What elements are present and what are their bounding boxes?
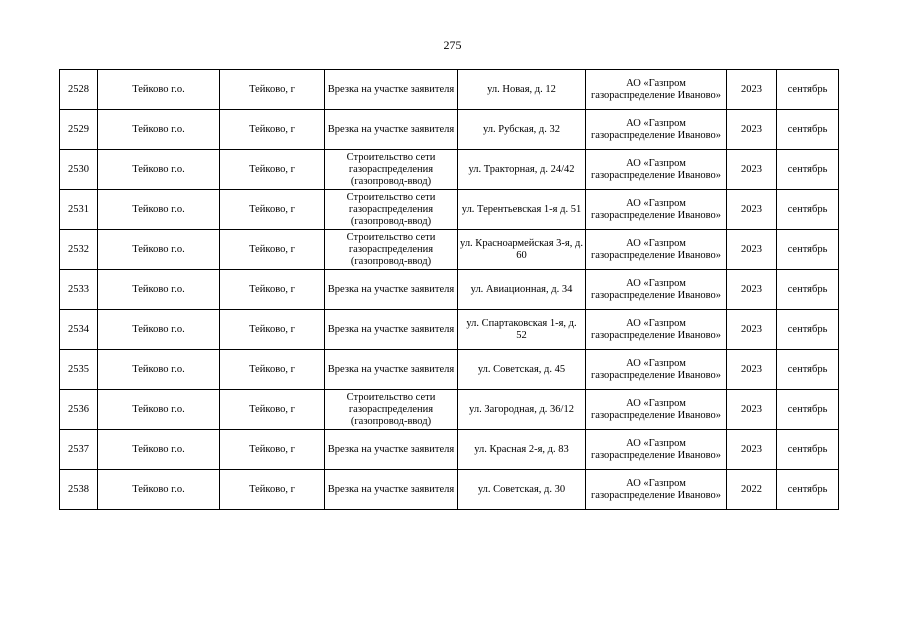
organization-cell: АО «Газпром газораспределение Иваново» bbox=[586, 350, 727, 390]
row-number-cell: 2535 bbox=[60, 350, 98, 390]
year-cell: 2023 bbox=[727, 110, 777, 150]
row-number-cell: 2531 bbox=[60, 190, 98, 230]
municipality-cell: Тейково г.о. bbox=[98, 390, 220, 430]
organization-cell: АО «Газпром газораспределение Иваново» bbox=[586, 70, 727, 110]
organization-cell: АО «Газпром газораспределение Иваново» bbox=[586, 270, 727, 310]
row-number-cell: 2534 bbox=[60, 310, 98, 350]
table-row bbox=[60, 430, 839, 470]
year-cell: 2023 bbox=[727, 430, 777, 470]
year-cell: 2023 bbox=[727, 270, 777, 310]
locality-cell: Тейково, г bbox=[220, 190, 325, 230]
work-type-cell: Строительство сети газораспределения (газопровод-ввод) bbox=[325, 150, 458, 190]
row-number-cell: 2532 bbox=[60, 230, 98, 270]
address-cell: ул. Терентьевская 1-я д. 51 bbox=[458, 190, 586, 230]
work-type-cell: Врезка на участке заявителя bbox=[325, 70, 458, 110]
municipality-cell: Тейково г.о. bbox=[98, 70, 220, 110]
work-type-cell: Врезка на участке заявителя bbox=[325, 110, 458, 150]
year-cell: 2022 bbox=[727, 470, 777, 510]
organization-cell: АО «Газпром газораспределение Иваново» bbox=[586, 190, 727, 230]
row-number-cell: 2538 bbox=[60, 470, 98, 510]
organization-cell: АО «Газпром газораспределение Иваново» bbox=[586, 430, 727, 470]
work-type-cell: Врезка на участке заявителя bbox=[325, 350, 458, 390]
address-cell: ул. Загородная, д. 36/12 bbox=[458, 390, 586, 430]
address-cell: ул. Авиационная, д. 34 bbox=[458, 270, 586, 310]
year-cell: 2023 bbox=[727, 350, 777, 390]
locality-cell: Тейково, г bbox=[220, 110, 325, 150]
address-cell: ул. Спартаковская 1-я, д. 52 bbox=[458, 310, 586, 350]
table-row bbox=[60, 470, 839, 510]
year-cell: 2023 bbox=[727, 390, 777, 430]
locality-cell: Тейково, г bbox=[220, 230, 325, 270]
address-cell: ул. Советская, д. 30 bbox=[458, 470, 586, 510]
month-cell: сентябрь bbox=[777, 190, 839, 230]
organization-cell: АО «Газпром газораспределение Иваново» bbox=[586, 230, 727, 270]
municipality-cell: Тейково г.о. bbox=[98, 470, 220, 510]
month-cell: сентябрь bbox=[777, 150, 839, 190]
locality-cell: Тейково, г bbox=[220, 430, 325, 470]
page-number: 275 bbox=[443, 38, 462, 52]
year-cell: 2023 bbox=[727, 310, 777, 350]
year-cell: 2023 bbox=[727, 150, 777, 190]
work-type-cell: Врезка на участке заявителя bbox=[325, 270, 458, 310]
work-type-cell: Строительство сети газораспределения (газопровод-ввод) bbox=[325, 390, 458, 430]
work-type-cell: Строительство сети газораспределения (газопровод-ввод) bbox=[325, 190, 458, 230]
address-cell: ул. Советская, д. 45 bbox=[458, 350, 586, 390]
month-cell: сентябрь bbox=[777, 70, 839, 110]
month-cell: сентябрь bbox=[777, 310, 839, 350]
year-cell: 2023 bbox=[727, 230, 777, 270]
locality-cell: Тейково, г bbox=[220, 70, 325, 110]
month-cell: сентябрь bbox=[777, 230, 839, 270]
municipality-cell: Тейково г.о. bbox=[98, 270, 220, 310]
organization-cell: АО «Газпром газораспределение Иваново» bbox=[586, 110, 727, 150]
municipality-cell: Тейково г.о. bbox=[98, 230, 220, 270]
organization-cell: АО «Газпром газораспределение Иваново» bbox=[586, 390, 727, 430]
year-cell: 2023 bbox=[727, 70, 777, 110]
row-number-cell: 2533 bbox=[60, 270, 98, 310]
table-row bbox=[60, 230, 839, 270]
locality-cell: Тейково, г bbox=[220, 310, 325, 350]
address-cell: ул. Тракторная, д. 24/42 bbox=[458, 150, 586, 190]
locality-cell: Тейково, г bbox=[220, 150, 325, 190]
row-number-cell: 2529 bbox=[60, 110, 98, 150]
locality-cell: Тейково, г bbox=[220, 390, 325, 430]
table-row bbox=[60, 150, 839, 190]
work-type-cell: Врезка на участке заявителя bbox=[325, 470, 458, 510]
table-row bbox=[60, 110, 839, 150]
address-cell: ул. Новая, д. 12 bbox=[458, 70, 586, 110]
row-number-cell: 2536 bbox=[60, 390, 98, 430]
table-row bbox=[60, 190, 839, 230]
row-number-cell: 2530 bbox=[60, 150, 98, 190]
organization-cell: АО «Газпром газораспределение Иваново» bbox=[586, 310, 727, 350]
work-type-cell: Врезка на участке заявителя bbox=[325, 310, 458, 350]
address-cell: ул. Красная 2-я, д. 83 bbox=[458, 430, 586, 470]
month-cell: сентябрь bbox=[777, 110, 839, 150]
month-cell: сентябрь bbox=[777, 430, 839, 470]
month-cell: сентябрь bbox=[777, 470, 839, 510]
municipality-cell: Тейково г.о. bbox=[98, 110, 220, 150]
work-type-cell: Врезка на участке заявителя bbox=[325, 430, 458, 470]
work-type-cell: Строительство сети газораспределения (газопровод-ввод) bbox=[325, 230, 458, 270]
municipality-cell: Тейково г.о. bbox=[98, 310, 220, 350]
municipality-cell: Тейково г.о. bbox=[98, 430, 220, 470]
organization-cell: АО «Газпром газораспределение Иваново» bbox=[586, 150, 727, 190]
locality-cell: Тейково, г bbox=[220, 350, 325, 390]
municipality-cell: Тейково г.о. bbox=[98, 190, 220, 230]
address-cell: ул. Рубская, д. 32 bbox=[458, 110, 586, 150]
locality-cell: Тейково, г bbox=[220, 270, 325, 310]
organization-cell: АО «Газпром газораспределение Иваново» bbox=[586, 470, 727, 510]
table-row bbox=[60, 270, 839, 310]
table-row bbox=[60, 70, 839, 110]
municipality-cell: Тейково г.о. bbox=[98, 350, 220, 390]
table-row bbox=[60, 390, 839, 430]
month-cell: сентябрь bbox=[777, 350, 839, 390]
month-cell: сентябрь bbox=[777, 270, 839, 310]
locality-cell: Тейково, г bbox=[220, 470, 325, 510]
table-row bbox=[60, 310, 839, 350]
row-number-cell: 2528 bbox=[60, 70, 98, 110]
month-cell: сентябрь bbox=[777, 390, 839, 430]
year-cell: 2023 bbox=[727, 190, 777, 230]
municipality-cell: Тейково г.о. bbox=[98, 150, 220, 190]
row-number-cell: 2537 bbox=[60, 430, 98, 470]
gasification-table bbox=[59, 69, 839, 510]
address-cell: ул. Красноармейская 3-я, д. 60 bbox=[458, 230, 586, 270]
table-row bbox=[60, 350, 839, 390]
